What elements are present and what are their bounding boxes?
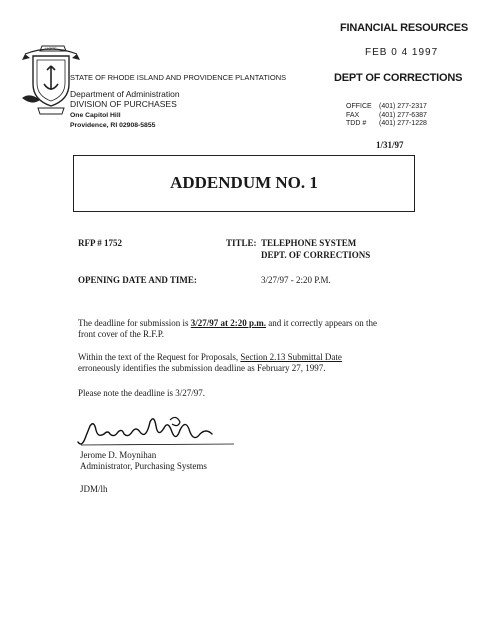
contact-office: OFFICE (401) 277-2317 — [346, 103, 427, 110]
addendum-box — [73, 155, 415, 212]
stamp-financial: FINANCIAL RESOURCES — [340, 22, 469, 34]
rfp-title-line1: TELEPHONE SYSTEM — [261, 238, 357, 248]
stamp-dept: DEPT OF CORRECTIONS — [334, 72, 463, 84]
stamp-date: FEB 0 4 1997 — [365, 47, 439, 58]
addendum-title: ADDENDUM NO. 1 — [170, 173, 318, 192]
contact-block — [346, 103, 456, 129]
opening-value: 3/27/97 - 2:20 P.M. — [261, 275, 331, 285]
contact-fax: FAX (401) 277-6387 — [346, 111, 427, 119]
paragraph-deadline: The deadline for submission is 3/27/97 at 2:20 p.m. and it correctly appears on the front cover of the R.F.P. — [78, 318, 377, 339]
signature-icon — [76, 412, 236, 450]
rfp-number: RFP # 1752 — [78, 238, 122, 248]
department-name: Department of Administration — [70, 89, 180, 99]
rfp-title-label: TITLE: — [226, 238, 257, 248]
rfp-title-line2: DEPT. OF CORRECTIONS — [261, 250, 371, 260]
signer-title: Administrator, Purchasing Systems — [80, 461, 207, 471]
letter-date: 1/31/97 — [376, 140, 404, 150]
division-name: DIVISION OF PURCHASES — [70, 99, 177, 109]
section-reference: Section 2.13 Submittal Date — [240, 352, 342, 362]
signer-name: Jerome D. Moynihan — [80, 450, 157, 460]
typist-initials: JDM/lh — [80, 484, 108, 494]
deadline-highlight: 3/27/97 at 2:20 p.m. — [190, 318, 266, 328]
signature-text: Jerome D Moynihan — [76, 412, 85, 413]
address-street: One Capitol Hill — [70, 112, 121, 119]
seal-motto: HOPE — [45, 46, 57, 51]
paragraph-note: Please note the deadline is 3/27/97. — [78, 388, 205, 398]
paragraph-error: Within the text of the Request for Proposals, Section 2.13 Submittal Date erroneously identifies the submission deadline as February 27, 1997. — [78, 352, 342, 373]
opening-label: OPENING DATE AND TIME: — [78, 275, 197, 285]
state-name: STATE OF RHODE ISLAND AND PROVIDENCE PLANTATIONS — [70, 73, 287, 82]
address-city: Providence, RI 02908-5855 — [70, 122, 156, 129]
contact-tdd: TDD # (401) 277-1228 — [346, 120, 427, 127]
